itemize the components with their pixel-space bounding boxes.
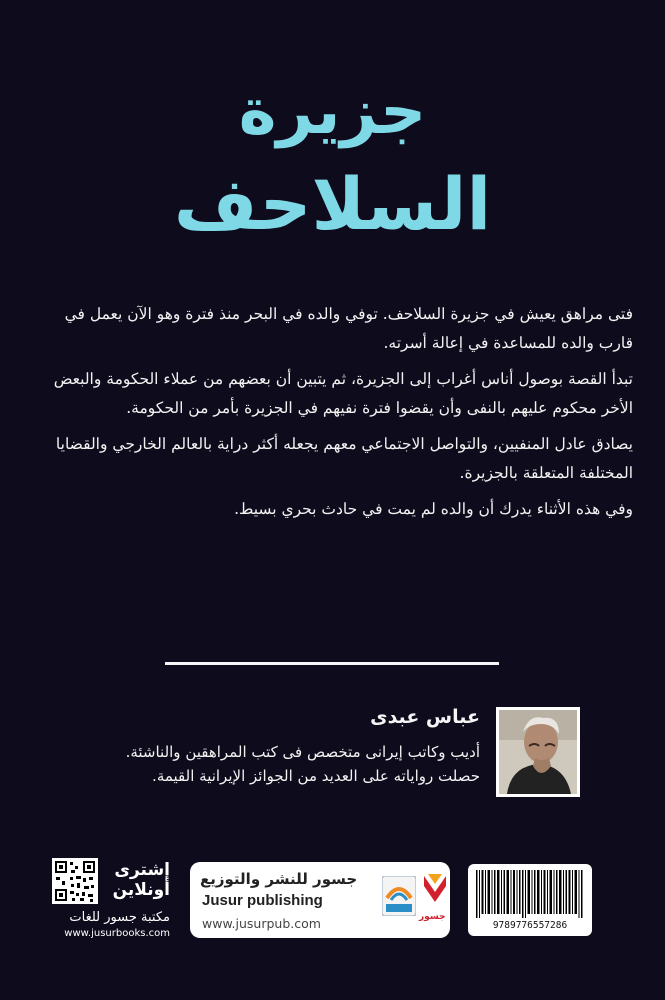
author-name: عباس عبدى	[370, 706, 480, 728]
book-title-line2: السلاحف	[173, 162, 492, 246]
buy-online-block	[34, 858, 170, 938]
author-photo	[496, 707, 580, 797]
barcode-icon	[468, 864, 592, 920]
buy-online-line1: إشترى	[114, 860, 170, 880]
isbn-barcode	[468, 864, 592, 936]
author-bio-line: أديب وكاتب إيرانى متخصص فى كتب المراهقين والناشئة.	[125, 743, 480, 761]
divider	[165, 662, 499, 665]
jusur-logo-text: جسور	[419, 912, 446, 922]
isbn-number: 9789776557286	[492, 920, 568, 931]
publisher-name-arabic: جسور للنشر والتوزيع	[200, 870, 358, 888]
publisher-box	[190, 862, 450, 938]
publisher-url[interactable]: www.jusurpub.com	[202, 916, 321, 931]
synopsis-paragraph: وفي هذه الأثناء يدرك أن والده لم يمت في حادث بحري بسيط.	[234, 500, 633, 518]
bookstore-name: مكتبة جسور للغات	[69, 910, 170, 925]
synopsis-paragraph: تبدأ القصة بوصول أناس أغراب إلى الجزيرة، ثم يتبين أن بعضهم من عملاء الحكومة والبعض الأخر محكوم عليهم بالنفى وأن يقضوا فترة نفيهم في الجزيرة بأمر من الحكومة.	[53, 370, 633, 417]
buy-online-line2: أونلاين	[112, 880, 170, 900]
author-bio	[80, 740, 480, 788]
author-bio-line: حصلت رواياته على العديد من الجوائز الإيرانية القيمة.	[152, 767, 480, 785]
book-title-line1: جزيرة	[238, 75, 427, 149]
synopsis-paragraph: يصادق عادل المنفيين، والتواصل الاجتماعي معهم يجعله أكثر دراية بالعالم الخارجي والقضايا المختلفة المتعلقة بالجزيرة.	[55, 435, 633, 482]
qr-code-icon[interactable]	[52, 858, 98, 904]
publisher-name-english: Jusur publishing	[202, 892, 323, 909]
organization-logo-icon	[382, 876, 416, 916]
synopsis-paragraph: فتى مراهق يعيش في جزيرة السلاحف. توفي والده في البحر منذ فترة وهو الآن يعمل في قارب والده للمساعدة في إعالة أسرته.	[64, 305, 633, 352]
buy-online-title	[113, 860, 170, 900]
bookstore-url[interactable]: www.jusurbooks.com	[64, 928, 170, 939]
synopsis	[28, 300, 633, 531]
